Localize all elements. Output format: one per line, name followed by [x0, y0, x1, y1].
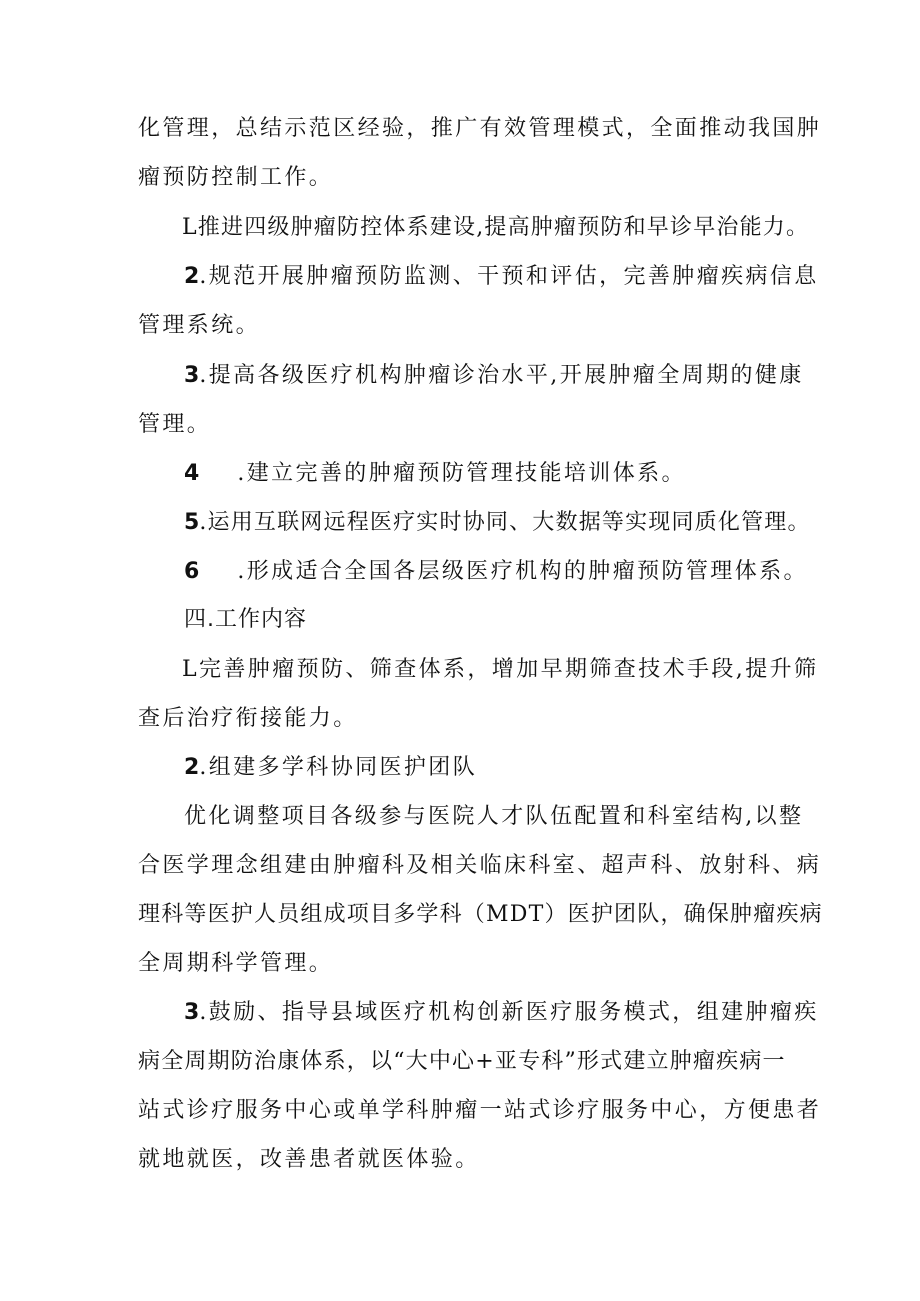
list-number: 4 — [184, 461, 200, 486]
goal-item-5 — [184, 508, 811, 538]
list-text: .建立完善的肿瘤预防管理技能培训体系。 — [237, 461, 686, 486]
paragraph-line: 理科等医护人员组成项目多学科（MDT）医护团队，确保肿瘤疾病 — [138, 902, 823, 927]
content-item-3 — [184, 998, 819, 1028]
paragraph-line: 瘤预防控制工作。 — [138, 165, 334, 190]
paragraph-line: 管理。 — [138, 412, 212, 437]
paragraph-line: 管理系统。 — [138, 313, 261, 338]
list-text: .运用互联网远程医疗实时协同、大数据等实现同质化管理。 — [199, 510, 811, 535]
list-number: 2 — [184, 755, 200, 780]
list-number: 5 — [184, 510, 200, 535]
list-text: .组建多学科协同医护团队 — [199, 755, 478, 780]
list-number: 3 — [184, 1000, 200, 1025]
goal-item-6 — [184, 557, 808, 587]
paragraph-line: 站式诊疗服务中心或单学科肿瘤一站式诊疗服务中心，方便患者 — [138, 1098, 822, 1123]
list-number: 2 — [184, 264, 200, 289]
goal-item-3 — [184, 361, 804, 391]
paragraph-line: 优化调整项目各级参与医院人才队伍配置和科室结构,以整 — [184, 804, 804, 829]
paragraph-line: 全周期科学管理。 — [138, 951, 334, 976]
list-text: .提高各级医疗机构肿瘤诊治水平,开展肿瘤全周期的健康 — [199, 363, 804, 388]
list-text: .形成适合全国各层级医疗机构的肿瘤预防管理体系。 — [237, 559, 808, 584]
section-heading: 四.工作内容 — [184, 607, 307, 632]
paragraph-line: 化管理，总结示范区经验，推广有效管理模式，全面推动我国肿 — [138, 116, 822, 141]
paragraph-line: 合医学理念组建由肿瘤科及相关临床科室、超声科、放射科、病 — [138, 853, 822, 878]
paragraph-line: 查后治疗衔接能力。 — [138, 706, 358, 731]
list-number: 3 — [184, 363, 200, 388]
goal-item-1: L推进四级肿瘤防控体系建设,提高肿瘤预防和早诊早治能力。 — [182, 215, 810, 240]
content-item-1: L完善肿瘤预防、筛查体系，增加早期筛查技术手段,提升筛 — [182, 657, 819, 682]
goal-item-4 — [184, 459, 686, 489]
content-item-2 — [184, 753, 477, 783]
list-text: .规范开展肿瘤预防监测、干预和评估，完善肿瘤疾病信息 — [199, 264, 819, 289]
list-text: .鼓励、指导县域医疗机构创新医疗服务模式，组建肿瘤疾 — [199, 1000, 819, 1025]
paragraph-line: 病全周期防治康体系，以“大中心+亚专科”形式建立肿瘤疾病一 — [138, 1049, 786, 1074]
goal-item-2 — [184, 262, 819, 292]
paragraph-line: 就地就医，改善患者就医体验。 — [138, 1147, 480, 1172]
list-number: 6 — [184, 559, 200, 584]
